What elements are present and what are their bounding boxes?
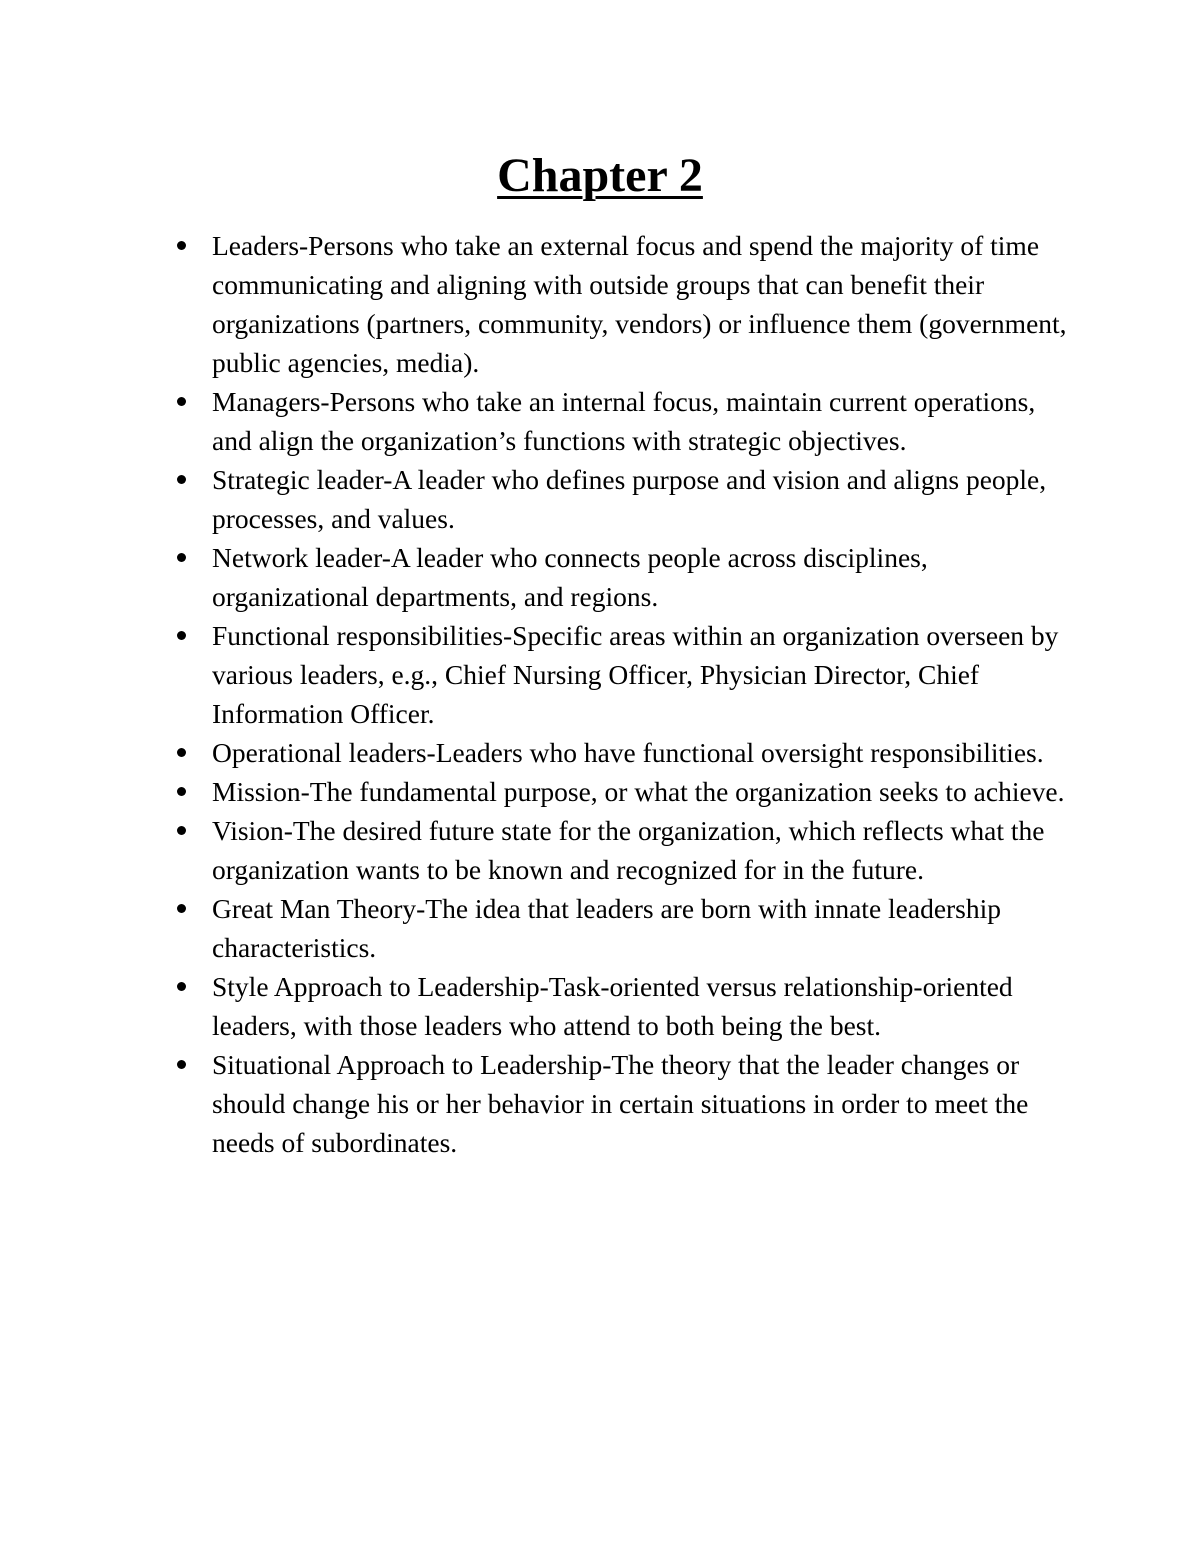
bullet-icon [177,397,186,406]
bullet-icon [177,982,186,991]
bullet-icon [177,1060,186,1069]
bullet-icon [177,241,186,250]
term-text: Situational Approach to Leadership-The theory that the leader changes or should change his or her behavior in certain situations in order to meet the needs of subordinates. [212,1049,1029,1158]
term-text: Mission-The fundamental purpose, or what the organization seeks to achieve. [212,776,1065,807]
term-text: Great Man Theory-The idea that leaders are born with innate leadership characteristics. [212,893,1002,963]
term-text: Vision-The desired future state for the organization, which reflects what the organization wants to be known and recognized for in the future. [212,815,1045,885]
term-text: Style Approach to Leadership-Task-oriented versus relationship-oriented leaders, with those leaders who attend to both being the best. [212,971,1013,1041]
bullet-icon [177,826,186,835]
term-text: Operational leaders-Leaders who have functional oversight responsibilities. [212,737,1044,768]
term-mission [212,772,1074,811]
term-managers [212,382,1074,460]
term-text: Leaders-Persons who take an external focus and spend the majority of time communicating and aligning with outside groups that can benefit their organizations (partners, community, vendors) or influence them (government, public agencies, media). [212,230,1067,378]
term-list [212,226,1074,1162]
bullet-icon [177,787,186,796]
bullet-icon [177,748,186,757]
bullet-icon [177,631,186,640]
term-text: Strategic leader-A leader who defines purpose and vision and aligns people, processes, and values. [212,464,1047,534]
term-leaders [212,226,1074,382]
term-functional-responsibilities [212,616,1074,733]
term-operational-leaders [212,733,1074,772]
bullet-icon [177,553,186,562]
term-text: Managers-Persons who take an internal focus, maintain current operations, and align the organization’s functions with strategic objectives. [212,386,1036,456]
term-strategic-leader [212,460,1074,538]
term-style-approach [212,967,1074,1045]
term-text: Network leader-A leader who connects people across disciplines, organizational departments, and regions. [212,542,928,612]
page-title: Chapter 2 [497,149,703,202]
term-network-leader [212,538,1074,616]
term-situational-approach [212,1045,1074,1162]
term-great-man-theory [212,889,1074,967]
bullet-icon [177,475,186,484]
term-text: Functional responsibilities-Specific areas within an organization overseen by various leaders, e.g., Chief Nursing Officer, Physician Director, Chief Information Officer. [212,620,1059,729]
bullet-icon [177,904,186,913]
term-vision [212,811,1074,889]
